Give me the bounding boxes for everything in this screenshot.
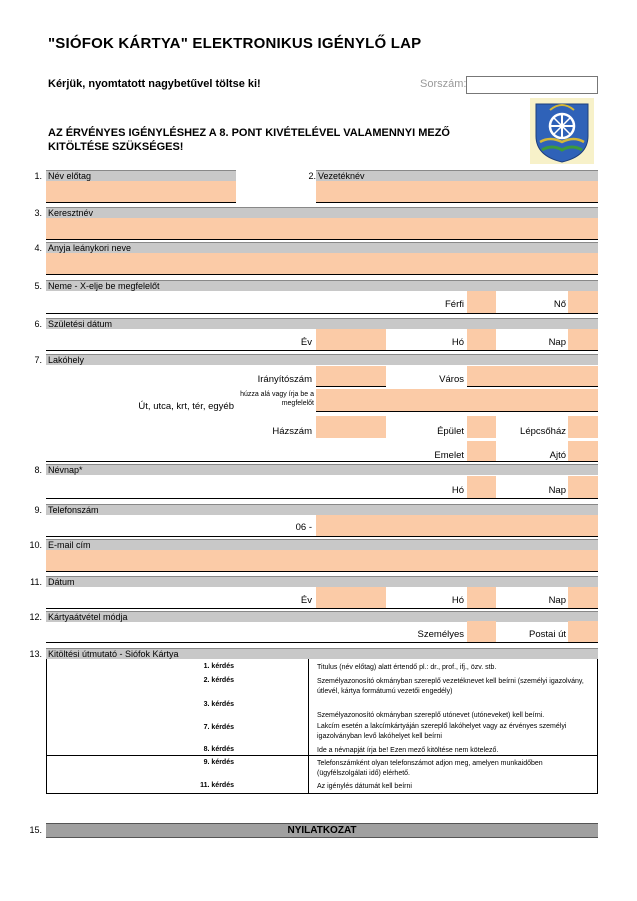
street-input[interactable] <box>316 389 598 412</box>
guide-question: 3. kérdés <box>203 701 234 708</box>
section-8-header: Névnap* <box>46 464 598 475</box>
guide-text: Az igénylés dátumát kell beírni <box>317 783 412 790</box>
section-number: 7. <box>34 355 42 365</box>
guide-text: Személyazonosító okmányban szereplő vezetéknevet kell beírni (személyi igazolvány, útlevél, kártya formátumú vezetői engedély) <box>317 678 584 695</box>
birth-year-label: Év <box>300 337 312 348</box>
section-2-header: Vezetéknév <box>316 170 598 181</box>
birth-day-label: Nap <box>548 337 566 348</box>
section-5-header: Neme - X-elje be megfelelőt <box>46 280 598 291</box>
section-number: 4. <box>34 243 42 253</box>
postal-delivery-label: Postai út <box>529 629 566 640</box>
city-label: Város <box>439 374 464 385</box>
section-7-header: Lakóhely <box>46 354 598 365</box>
house-number-label: Házszám <box>272 426 312 437</box>
section-4-header: Anyja leánykori neve <box>46 242 598 253</box>
section-number: 15. <box>29 825 42 835</box>
date-year-input[interactable] <box>316 587 386 608</box>
serial-input[interactable] <box>466 76 598 94</box>
section-13-header: Kitöltési útmutató - Siófok Kártya <box>46 648 598 659</box>
date-month-label: Hó <box>451 595 464 606</box>
section-number: 3. <box>34 208 42 218</box>
section-11-header: Dátum <box>46 576 598 587</box>
date-year-label: Év <box>300 595 312 606</box>
door-label: Ajtó <box>549 450 566 461</box>
floor-input[interactable] <box>467 441 496 461</box>
postal-delivery-checkbox[interactable] <box>568 621 598 642</box>
guide-text: Ide a névnapját írja be! Ezen mező kitöltése nem kötelező. <box>317 747 499 754</box>
section-1-header: Név előtag <box>46 170 236 181</box>
nameday-month-input[interactable] <box>467 476 496 498</box>
section-number: 1. <box>34 171 42 181</box>
required-warning: AZ ÉRVÉNYES IGÉNYLÉSHEZ A 8. PONT KIVÉTELÉVEL VALAMENNYI MEZŐ KITÖLTÉSE SZÜKSÉGES! <box>48 127 450 153</box>
nameday-day-label: Nap <box>548 485 566 496</box>
guide-question: 8. kérdés <box>203 746 234 753</box>
phone-input[interactable] <box>316 515 598 536</box>
declaration-header: NYILATKOZAT <box>46 823 598 838</box>
section-10-header: E-mail cím <box>46 539 598 550</box>
section-3-header: Keresztnév <box>46 207 598 218</box>
building-input[interactable] <box>467 416 496 438</box>
section-number: 8. <box>34 465 42 475</box>
zip-label: Irányítószám <box>257 374 312 385</box>
section-number: 10. <box>29 540 42 550</box>
male-label: Férfi <box>445 299 464 310</box>
building-label: Épület <box>437 426 464 437</box>
birth-month-label: Hó <box>451 337 464 348</box>
name-prefix-input[interactable] <box>46 181 236 203</box>
guide-question: 11. kérdés <box>200 782 234 789</box>
guide-text: Telefonszámként olyan telefonszámot adjon meg, amelyen munkaidőben (ügyfélszolgálati idő) elérhető. <box>317 760 543 777</box>
personal-pickup-label: Személyes <box>417 629 464 640</box>
siofok-coat-of-arms-icon <box>530 98 594 164</box>
fill-instruction: Kérjük, nyomtatott nagybetűvel töltse ki! <box>48 78 261 90</box>
male-checkbox[interactable] <box>467 291 496 313</box>
guide-question: 2. kérdés <box>203 677 234 684</box>
section-number: 11. <box>30 577 42 587</box>
female-label: Nő <box>553 299 566 310</box>
stairway-input[interactable] <box>568 416 598 438</box>
date-day-input[interactable] <box>568 587 598 608</box>
surname-input[interactable] <box>316 181 598 203</box>
email-input[interactable] <box>46 550 598 572</box>
section-9-header: Telefonszám <box>46 504 598 515</box>
female-checkbox[interactable] <box>568 291 598 313</box>
guide-text: Személyazonosító okmányban szereplő utónevet (utóneveket) kell beírni. <box>317 712 545 719</box>
guide-text: Titulus (név előtag) alatt értendő pl.: dr., prof., ifj., özv. stb. <box>317 664 497 671</box>
floor-label: Emelet <box>434 450 464 461</box>
personal-pickup-checkbox[interactable] <box>467 621 496 642</box>
section-number: 12. <box>29 612 42 622</box>
door-input[interactable] <box>568 441 598 461</box>
section-number: 13. <box>29 649 42 659</box>
phone-prefix: 06 - <box>295 522 312 533</box>
given-name-input[interactable] <box>46 218 598 240</box>
street-label: Út, utca, krt, tér, egyéb <box>138 401 234 412</box>
serial-label: Sorszám: <box>420 78 467 90</box>
city-input[interactable] <box>467 366 598 387</box>
birth-day-input[interactable] <box>568 329 598 350</box>
birth-year-input[interactable] <box>316 329 386 350</box>
section-number: 5. <box>34 281 42 291</box>
street-hint: húzza alá vagy írja be a megfelelőt <box>240 391 314 407</box>
section-12-header: Kártyaátvétel módja <box>46 611 598 622</box>
page-title: "SIÓFOK KÁRTYA" ELEKTRONIKUS IGÉNYLŐ LAP <box>48 35 422 52</box>
birth-month-input[interactable] <box>467 329 496 350</box>
mothers-name-input[interactable] <box>46 253 598 275</box>
guide-text: Lakcím esetén a lakcímkártyáján szereplő lakóhelyet vagy az érvényes személyi igazolványban levő lakóhelyet kell beírni <box>317 723 567 740</box>
section-number: 6. <box>34 319 42 329</box>
house-number-input[interactable] <box>316 416 386 438</box>
section-number: 9. <box>34 505 42 515</box>
section-number: 2. <box>308 171 316 181</box>
date-month-input[interactable] <box>467 587 496 608</box>
zip-input[interactable] <box>316 366 386 387</box>
nameday-day-input[interactable] <box>568 476 598 498</box>
guide-question: 7. kérdés <box>203 724 234 731</box>
date-day-label: Nap <box>548 595 566 606</box>
section-6-header: Születési dátum <box>46 318 598 329</box>
stairway-label: Lépcsőház <box>520 426 566 437</box>
guide-question: 9. kérdés <box>203 759 234 766</box>
guide-question: 1. kérdés <box>203 663 234 670</box>
nameday-month-label: Hó <box>451 485 464 496</box>
